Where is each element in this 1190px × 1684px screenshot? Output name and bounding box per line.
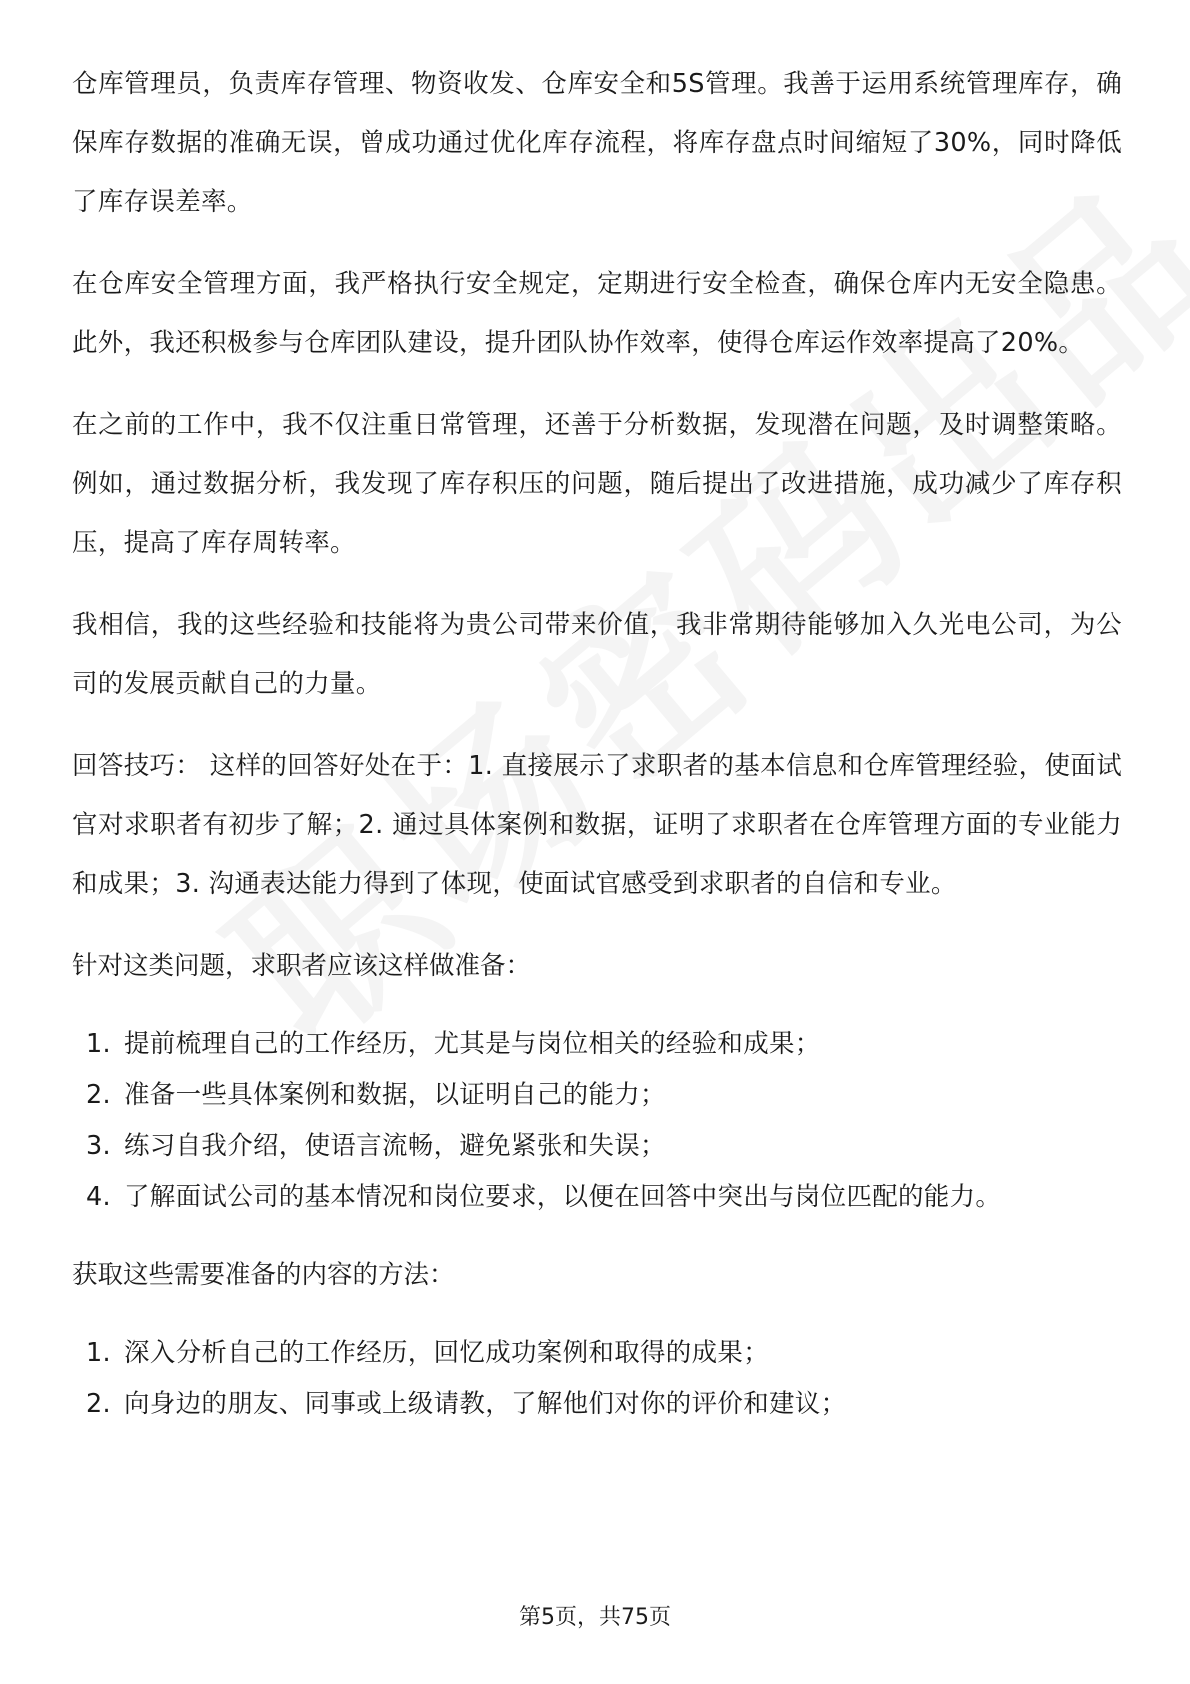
list-number: 3. (86, 1131, 111, 1161)
list-text: 准备一些具体案例和数据，以证明自己的能力； (124, 1080, 666, 1110)
page-number-footer: 第5页，共75页 (519, 1605, 671, 1630)
paragraph-closing: 我相信，我的这些经验和技能将为贵公司带来价值，我非常期待能够加入久光电公司，为公司的发展贡献自己的力量。 (72, 610, 1122, 699)
list-text: 了解面试公司的基本情况和岗位要求，以便在回答中突出与岗位匹配的能力。 (124, 1182, 1002, 1212)
paragraph-analysis: 在之前的工作中，我不仅注重日常管理，还善于分析数据，发现潜在问题，及时调整策略。例如，通过数据分析，我发现了库存积压的问题，随后提出了改进措施，成功减少了库存积压，提高了库存周转率。 (72, 410, 1122, 558)
paragraph-safety: 在仓库安全管理方面，我严格执行安全规定，定期进行安全检查，确保仓库内无安全隐患。此外，我还积极参与仓库团队建设，提升团队协作效率，使得仓库运作效率提高了20%。 (72, 269, 1122, 358)
list-item (72, 1328, 1122, 1379)
list-text: 练习自我介绍，使语言流畅，避免紧张和失误； (124, 1131, 666, 1161)
list-text: 向身边的朋友、同事或上级请教，了解他们对你的评价和建议； (124, 1389, 847, 1419)
prep-intro: 针对这类问题，求职者应该这样做准备： (72, 951, 532, 981)
page-content (72, 55, 1122, 1453)
list-item (72, 1019, 1122, 1070)
list-number: 2. (86, 1389, 111, 1419)
list-item (72, 1121, 1122, 1172)
list-number: 2. (86, 1080, 111, 1110)
list-number: 1. (86, 1029, 111, 1059)
list-number: 1. (86, 1338, 111, 1368)
paragraph-experience: 仓库管理员，负责库存管理、物资收发、仓库安全和5S管理。我善于运用系统管理库存，确保库存数据的准确无误，曾成功通过优化库存流程，将库存盘点时间缩短了30%，同时降低了库存误差率。 (72, 69, 1122, 217)
list-text: 深入分析自己的工作经历，回忆成功案例和取得的成果； (124, 1338, 770, 1368)
list-item (72, 1070, 1122, 1121)
paragraph-answer-tips: 回答技巧： 这样的回答好处在于：1. 直接展示了求职者的基本信息和仓库管理经验，使面试官对求职者有初步了解；2. 通过具体案例和数据，证明了求职者在仓库管理方面的专业能力和成果；3. 沟通表达能力得到了体现，使面试官感受到求职者的自信和专业。 (72, 751, 1122, 899)
list-item (72, 1379, 1122, 1430)
methods-list (72, 1328, 1122, 1430)
list-number: 4. (86, 1182, 111, 1212)
prep-list (72, 1019, 1122, 1223)
list-item (72, 1172, 1122, 1223)
list-text: 提前梳理自己的工作经历，尤其是与岗位相关的经验和成果； (124, 1029, 821, 1059)
methods-intro: 获取这些需要准备的内容的方法： (72, 1260, 455, 1290)
